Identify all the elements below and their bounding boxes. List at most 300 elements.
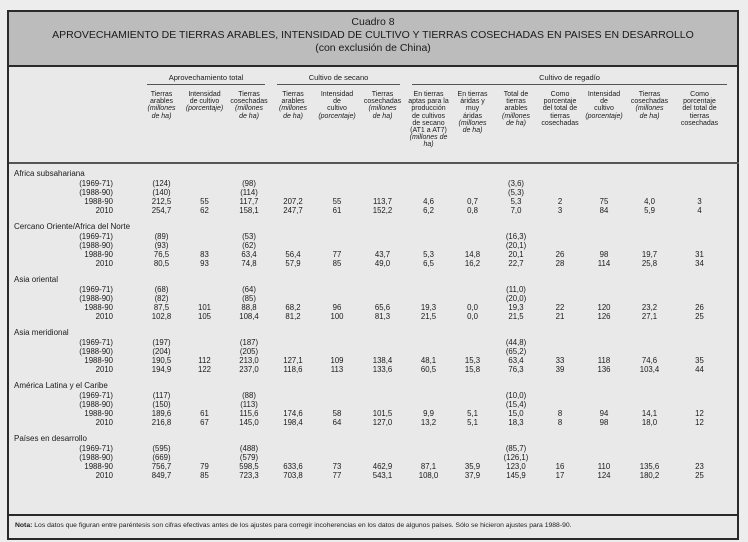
table-cell: 63,4	[241, 250, 257, 259]
table-row	[9, 188, 739, 197]
table-cell: 247,7	[283, 206, 303, 215]
column-header-unit: (millones de ha)	[502, 112, 531, 127]
table-cell: 22,7	[508, 259, 524, 268]
table-cell: (126,1)	[503, 453, 529, 462]
table-cell: 74,8	[241, 259, 257, 268]
table-cell: 68,2	[285, 303, 301, 312]
footnote-text: Los datos que figuran entre paréntesis son cifras efectivas antes de los ajustes para corregir incoherencias en los datos de algunos países. Sólo se hicieron ajustes para 1988-90.	[32, 522, 572, 529]
table-cell: 207,2	[283, 197, 303, 206]
column-header-label: Tierras cosechadas	[630, 91, 669, 106]
table-cell: 138,4	[372, 356, 393, 365]
table-cell: 17	[555, 471, 565, 480]
table-cell: 25	[695, 312, 704, 321]
period-label: (1988-90)	[79, 347, 113, 356]
group-header-aprovechamiento: Aprovechamiento total	[141, 67, 271, 87]
period-label: (1988-90)	[79, 294, 113, 303]
table-cell: (669)	[152, 453, 171, 462]
table-cell: 113	[330, 365, 344, 374]
period-label: 2010	[95, 206, 113, 215]
period-label: 2010	[95, 312, 113, 321]
table-cell: (150)	[152, 400, 171, 409]
table-cell: 88,8	[241, 303, 257, 312]
column-header-label: Intensidad de cultivo	[587, 91, 621, 113]
table-cell: (205)	[239, 347, 259, 356]
period-label: 1988-90	[84, 462, 113, 471]
table-cell: (93)	[154, 241, 169, 250]
table-cell	[626, 338, 673, 347]
table-cell: 756,7	[151, 462, 172, 471]
table-cell	[359, 232, 406, 241]
table-cell: 26	[555, 250, 565, 259]
table-cell	[538, 188, 582, 197]
table-cell	[538, 338, 582, 347]
period-label: (1988-90)	[79, 400, 113, 409]
table-cell: 152,2	[372, 206, 393, 215]
table-cell: 122	[197, 365, 211, 374]
column-header-label: Como porcentaje del total de tierras cosechadas	[541, 91, 579, 127]
region-name: Africa subsahariana	[14, 169, 85, 178]
table-cell: (579)	[239, 453, 259, 462]
table-cell: 254,7	[151, 206, 172, 215]
column-header-label: En tierras aptas para la producción de cultivos de secano (AT1 a AT7)	[408, 91, 449, 135]
region-row	[9, 169, 739, 179]
period-label: 1988-90	[84, 197, 113, 206]
table-cell	[406, 391, 451, 400]
table-cell: 189,6	[151, 409, 172, 418]
table-cell	[451, 391, 494, 400]
table-cell: (85)	[242, 294, 256, 303]
period-label: (1969-71)	[79, 232, 113, 241]
table-frame	[7, 10, 739, 540]
table-cell: 44	[695, 365, 704, 374]
table-cell: (20,0)	[505, 294, 527, 303]
period-label: 1988-90	[84, 409, 113, 418]
table-cell: 100	[330, 312, 344, 321]
table-cell: 198,4	[283, 418, 303, 427]
table-row	[9, 356, 739, 365]
table-cell: 124	[597, 471, 611, 480]
table-cell	[315, 179, 359, 188]
table-cell	[538, 347, 582, 356]
table-cell: 61	[332, 206, 342, 215]
table-cell: 118,6	[283, 365, 303, 374]
table-cell: 114	[597, 259, 611, 268]
table-cell	[271, 188, 315, 197]
table-cell: 20,1	[508, 250, 524, 259]
table-cell: (5,3)	[507, 188, 525, 197]
table-cell: 5,1	[467, 409, 478, 418]
table-cell	[315, 285, 359, 294]
table-cell	[538, 444, 582, 453]
table-cell: 76,5	[153, 250, 170, 259]
table-cell: 133,6	[372, 365, 393, 374]
table-cell: 462,9	[372, 462, 393, 471]
table-cell: 80,5	[153, 259, 170, 268]
period-label: 2010	[95, 418, 113, 427]
table-cell	[406, 294, 451, 303]
table-cell	[271, 400, 315, 409]
table-cell: 7,0	[510, 206, 522, 215]
table-cell: 19,3	[420, 303, 437, 312]
table-cell	[406, 347, 451, 356]
table-cell	[538, 285, 582, 294]
table-cell: 113,7	[373, 197, 392, 206]
column-header	[582, 87, 626, 163]
column-header	[271, 87, 315, 163]
table-cell	[582, 285, 626, 294]
table-cell	[315, 391, 359, 400]
table-cell	[626, 179, 673, 188]
table-cell: (82)	[154, 294, 169, 303]
table-row	[9, 391, 739, 400]
table-cell: 13,2	[420, 418, 437, 427]
table-cell: 60,5	[420, 365, 437, 374]
table-row	[9, 294, 739, 303]
table-cell	[182, 285, 227, 294]
table-cell	[582, 347, 626, 356]
table-cell: (140)	[152, 188, 171, 197]
table-cell: 703,8	[283, 471, 303, 480]
table-cell	[538, 241, 582, 250]
column-header	[315, 87, 359, 163]
table-cell	[626, 241, 673, 250]
table-number: Cuadro 8	[351, 16, 395, 28]
table-cell: 49,0	[374, 259, 391, 268]
table-cell: (187)	[239, 338, 259, 347]
table-cell: 77	[332, 250, 342, 259]
table-cell: 8	[557, 409, 563, 418]
column-header	[359, 87, 406, 163]
region-row	[9, 275, 739, 285]
table-cell	[582, 294, 626, 303]
table-cell: (595)	[152, 444, 171, 453]
group-header-row	[9, 67, 739, 87]
table-row	[9, 418, 739, 427]
table-cell: 83	[200, 250, 209, 259]
table-row	[9, 462, 739, 471]
period-label: (1969-71)	[79, 391, 113, 400]
table-cell	[538, 232, 582, 241]
column-header	[227, 87, 271, 163]
table-cell	[582, 179, 626, 188]
group-header-regadio: Cultivo de regadío	[406, 67, 739, 87]
table-cell	[673, 285, 726, 294]
table-cell: 27,1	[641, 312, 658, 321]
table-cell	[451, 338, 494, 347]
period-label: (1969-71)	[79, 444, 113, 453]
table-cell: 81,2	[285, 312, 301, 321]
column-header-label: En tierras áridas y muy áridas	[457, 91, 488, 120]
table-row	[9, 250, 739, 259]
table-cell	[538, 391, 582, 400]
table-row	[9, 347, 739, 356]
table-row	[9, 197, 739, 206]
table-row	[9, 365, 739, 374]
table-cell	[406, 241, 451, 250]
table-cell	[451, 347, 494, 356]
table-cell	[315, 338, 359, 347]
table-cell: 6,2	[423, 206, 434, 215]
table-cell	[451, 179, 494, 188]
table-cell: 21,5	[508, 312, 524, 321]
data-table	[9, 67, 739, 480]
table-cell	[406, 338, 451, 347]
table-cell: 15,0	[508, 409, 524, 418]
table-cell: 23,2	[641, 303, 658, 312]
column-header-label: Tierras arables	[281, 91, 305, 106]
table-cell	[451, 232, 494, 241]
table-cell: 115,6	[239, 409, 259, 418]
table-cell: 4,6	[423, 197, 434, 206]
table-cell: 123,0	[506, 462, 526, 471]
period-label: (1969-71)	[79, 285, 113, 294]
table-cell: 543,1	[372, 471, 393, 480]
table-cell	[182, 179, 227, 188]
table-cell: 55	[200, 197, 209, 206]
table-cell: 34	[695, 259, 704, 268]
table-cell	[182, 391, 227, 400]
column-header-unit: (millones de ha)	[409, 134, 448, 149]
table-cell	[315, 188, 359, 197]
column-header-unit: (millones de ha)	[147, 105, 176, 120]
table-cell: 19,7	[641, 250, 658, 259]
table-cell: 98	[599, 418, 609, 427]
table-cell: 18,3	[508, 418, 524, 427]
table-cell	[582, 241, 626, 250]
table-cell: 18,0	[641, 418, 658, 427]
table-cell	[271, 347, 315, 356]
table-cell: 849,7	[151, 471, 172, 480]
table-cell: 87,1	[420, 462, 437, 471]
table-cell	[582, 391, 626, 400]
region-row	[9, 434, 739, 444]
table-cell	[673, 400, 726, 409]
table-cell: 112	[198, 356, 211, 365]
column-header	[182, 87, 227, 163]
table-cell: 79	[200, 462, 209, 471]
table-cell	[359, 285, 406, 294]
table-cell: 127,0	[372, 418, 393, 427]
table-cell: 56,4	[285, 250, 301, 259]
table-cell	[451, 294, 494, 303]
table-cell	[359, 391, 406, 400]
table-cell: 96	[332, 303, 342, 312]
table-cell: 2	[557, 197, 563, 206]
table-cell: (117)	[152, 391, 171, 400]
table-cell	[315, 444, 359, 453]
table-cell: 25	[695, 471, 704, 480]
table-cell: 93	[200, 259, 209, 268]
table-cell: 8	[557, 418, 563, 427]
table-cell	[673, 338, 726, 347]
table-cell	[271, 391, 315, 400]
table-cell: 37,9	[464, 471, 481, 480]
table-cell: 118	[597, 356, 611, 365]
table-cell: 4,0	[644, 197, 655, 206]
period-label: 1988-90	[84, 250, 113, 259]
table-cell: 117,7	[239, 197, 259, 206]
table-cell	[271, 294, 315, 303]
table-cell: (89)	[154, 232, 169, 241]
region-name: América Latina y el Caribe	[14, 381, 108, 390]
table-cell	[538, 179, 582, 188]
table-cell: (114)	[240, 188, 258, 197]
table-cell: (85,7)	[505, 444, 527, 453]
table-cell: 94	[599, 409, 609, 418]
table-cell	[626, 453, 673, 462]
region-name: Asia oriental	[14, 275, 59, 284]
table-cell: 98	[599, 250, 609, 259]
table-cell: 65,6	[374, 303, 391, 312]
table-cell	[271, 241, 315, 250]
period-label: (1988-90)	[79, 188, 113, 197]
table-cell: 16	[555, 462, 565, 471]
table-cell: 12	[695, 409, 704, 418]
group-header-secano: Cultivo de secano	[271, 67, 406, 87]
table-cell: 57,9	[285, 259, 301, 268]
table-cell: 5,3	[423, 250, 434, 259]
table-cell	[673, 241, 726, 250]
table-cell: 126	[597, 312, 611, 321]
table-cell	[673, 179, 726, 188]
column-header-unit: (millones de ha)	[458, 119, 487, 135]
table-cell: 145,0	[239, 418, 259, 427]
table-cell	[182, 400, 227, 409]
table-cell: 76,3	[508, 365, 524, 374]
column-header-label: Tierras arables	[150, 91, 173, 106]
table-cell: 15,8	[464, 365, 481, 374]
table-cell: 3	[557, 206, 563, 215]
table-row	[9, 312, 739, 321]
table-row	[9, 179, 739, 188]
table-cell: (197)	[152, 338, 171, 347]
column-header	[406, 87, 451, 163]
table-cell: 35	[695, 356, 704, 365]
table-cell: 723,3	[239, 471, 259, 480]
table-body	[9, 169, 739, 480]
table-cell: 101,5	[372, 409, 393, 418]
table-cell	[359, 347, 406, 356]
table-cell	[451, 453, 494, 462]
column-header	[494, 87, 538, 163]
table-cell: (64)	[242, 285, 256, 294]
table-cell	[271, 338, 315, 347]
column-header-label: Total de tierras arables	[503, 91, 529, 113]
table-cell	[315, 241, 359, 250]
table-cell: (15,4)	[505, 400, 527, 409]
table-cell: 109	[330, 356, 344, 365]
table-cell: 5,1	[467, 418, 478, 427]
table-cell: (124)	[152, 179, 171, 188]
table-cell: 85	[200, 471, 209, 480]
column-header-label: Como porcentaje del total de tierras cosechadas	[680, 91, 719, 127]
table-cell: 55	[332, 197, 342, 206]
table-cell	[182, 188, 227, 197]
table-cell: (98)	[242, 179, 256, 188]
table-cell: 15,3	[464, 356, 481, 365]
table-cell	[673, 294, 726, 303]
table-cell: 48,1	[420, 356, 437, 365]
table-cell: 145,9	[506, 471, 526, 480]
column-header	[141, 87, 182, 163]
table-cell: 110	[597, 462, 611, 471]
table-cell: 0,0	[467, 303, 478, 312]
table-subtitle: (con exclusión de China)	[315, 42, 431, 54]
period-label: (1969-71)	[79, 338, 113, 347]
period-label: 2010	[95, 259, 113, 268]
table-cell	[359, 338, 406, 347]
region-row	[9, 381, 739, 391]
table-cell: 33	[555, 356, 565, 365]
table-cell	[626, 444, 673, 453]
table-cell: 28	[555, 259, 565, 268]
footnote-label: Nota:	[15, 522, 33, 529]
column-header	[626, 87, 673, 163]
table-cell: 62	[200, 206, 209, 215]
column-header-unit: (porcentaje)	[185, 105, 224, 113]
table-cell: 21,5	[420, 312, 437, 321]
table-cell: 103,4	[639, 365, 660, 374]
table-row	[9, 232, 739, 241]
period-label: 1988-90	[84, 356, 113, 365]
table-cell	[406, 232, 451, 241]
table-cell: 237,0	[239, 365, 259, 374]
table-cell	[182, 338, 227, 347]
table-row	[9, 241, 739, 250]
table-row	[9, 400, 739, 409]
table-cell: 22	[555, 303, 565, 312]
table-cell: 74,6	[641, 356, 658, 365]
period-label: (1988-90)	[79, 241, 113, 250]
table-row	[9, 303, 739, 312]
table-cell: 63,4	[508, 356, 524, 365]
table-cell	[359, 179, 406, 188]
table-cell	[582, 188, 626, 197]
table-cell	[359, 294, 406, 303]
table-cell: 43,7	[374, 250, 391, 259]
table-cell: 14,1	[641, 409, 658, 418]
table-cell: 77	[332, 471, 342, 480]
table-cell: 84	[599, 206, 609, 215]
table-cell	[315, 294, 359, 303]
table-cell: 75	[599, 197, 609, 206]
column-header-unit: (millones de ha)	[279, 105, 308, 120]
table-cell: (68)	[154, 285, 169, 294]
table-row	[9, 453, 739, 462]
table-cell	[315, 347, 359, 356]
table-cell: 136	[597, 365, 611, 374]
column-header-row	[9, 87, 739, 163]
table-cell: 108,0	[418, 471, 439, 480]
table-row	[9, 285, 739, 294]
table-cell: 105	[197, 312, 211, 321]
table-cell	[271, 285, 315, 294]
table-cell: 598,5	[239, 462, 259, 471]
table-cell: 101	[197, 303, 211, 312]
table-cell: 39	[555, 365, 565, 374]
table-cell	[626, 285, 673, 294]
table-cell: 180,2	[639, 471, 660, 480]
table-cell: (113)	[240, 400, 258, 409]
column-header-unit: (millones de ha)	[235, 105, 264, 120]
region-name: Asia meridional	[14, 328, 69, 337]
column-header-label: Tierras cosechadas	[363, 91, 402, 106]
table-cell: 23	[695, 462, 704, 471]
table-cell: 31	[695, 250, 704, 259]
table-cell: (88)	[242, 391, 256, 400]
table-cell: 81,3	[374, 312, 391, 321]
table-cell: 158,1	[239, 206, 259, 215]
